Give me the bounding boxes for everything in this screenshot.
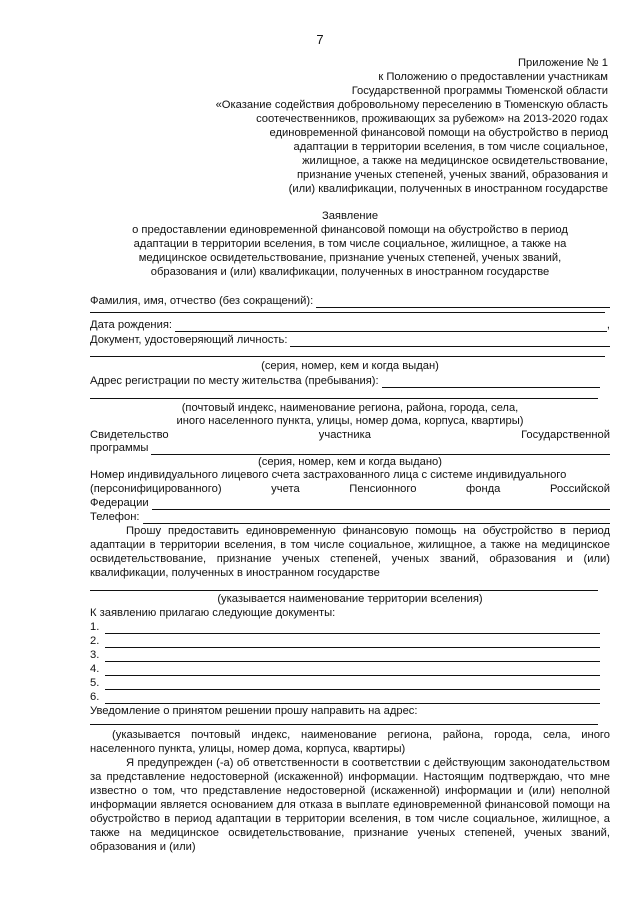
cert-word: Свидетельство — [90, 429, 169, 441]
doc-item-row — [90, 676, 600, 690]
birth-label: Дата рождения: — [90, 319, 173, 331]
docs-label-row — [90, 606, 610, 620]
fio-row — [90, 294, 610, 308]
doc-item-field[interactable] — [105, 692, 600, 704]
doc-item-row — [90, 648, 600, 662]
doc-number: 3. — [90, 649, 100, 661]
appendix-line: Приложение № 1 — [517, 57, 608, 69]
address-row — [90, 374, 600, 388]
doc-label: Документ, удостоверяющий личность: — [90, 334, 288, 346]
doc-item-row — [90, 662, 600, 676]
cert-caption: (серия, номер, кем и когда выдано) — [258, 456, 442, 468]
fio-label: Фамилия, имя, отчество (без сокращений): — [90, 295, 314, 307]
cert-word: Государственной — [521, 429, 610, 441]
doc-number: 5. — [90, 677, 100, 689]
snils-word: фонда — [466, 483, 501, 495]
doc-number: 1. — [90, 621, 100, 633]
doc-item-field[interactable] — [105, 622, 600, 634]
request-paragraph: Прошу предоставить единовременную финансовую помощь на обустройство в период адаптации в территории вселения, в том числе социальное, жилищное, а также на медицинское освидетельствование, признание ученых степеней, ученых званий, образования и (или) квалификации, полученных в иностранном государстве — [90, 525, 610, 579]
snils-row-2 — [90, 482, 610, 496]
snils-word: Российской — [550, 483, 610, 495]
cert-row — [90, 428, 610, 442]
title-heading: Заявление — [321, 210, 379, 222]
address-field[interactable] — [382, 376, 600, 388]
snils-word: Пенсионного — [349, 483, 417, 495]
page-number: 7 — [316, 32, 324, 47]
docs-label: К заявлению прилагаю следующие документы: — [90, 607, 336, 619]
snils-row-3 — [90, 496, 610, 510]
snils-label-3: Федерации — [90, 497, 149, 509]
appendix-line: соотечественников, проживающих за рубежом» на 2013-2020 годах — [256, 113, 608, 125]
fio-field-line-2[interactable] — [90, 312, 605, 313]
appendix-line: Государственной программы Тюменской области — [351, 85, 608, 97]
notify-caption: (указывается почтовый индекс, наименование региона, района, города, села, иного населенного пункта, улицы, номер дома, корпуса, квартиры) — [90, 729, 610, 755]
birth-field[interactable] — [175, 320, 607, 332]
doc-item-row — [90, 634, 600, 648]
doc-field-line-2[interactable] — [90, 356, 605, 357]
address-caption-2: иного населенного пункта, улицы, номер дома, корпуса, квартиры) — [176, 415, 524, 427]
appendix-line: жилищное, а также на медицинское освидетельствование, — [302, 155, 608, 167]
cert-word: участника — [318, 429, 371, 441]
snils-row-1 — [90, 468, 610, 482]
phone-label: Телефон: — [90, 511, 140, 523]
appendix-line: адаптации в территории вселения, в том числе социальное, — [293, 141, 608, 153]
doc-item-field[interactable] — [105, 636, 600, 648]
title-line: образования и (или) квалификации, полученных в иностранном государстве — [150, 266, 550, 278]
doc-item-field[interactable] — [105, 650, 600, 662]
doc-number: 2. — [90, 635, 100, 647]
cert-row-2 — [90, 441, 610, 455]
cert-field[interactable] — [151, 443, 610, 455]
phone-field[interactable] — [143, 512, 610, 524]
appendix-line: признание ученых степеней, ученых званий, образования и — [296, 169, 608, 181]
doc-item-row — [90, 690, 600, 704]
doc-number: 6. — [90, 691, 100, 703]
fio-field[interactable] — [316, 296, 610, 308]
snils-line-1: Номер индивидуального лицевого счета застрахованного лица с системе индивидуального — [90, 469, 567, 481]
appendix-line: (или) квалификации, полученных в иностранном государстве — [288, 183, 608, 195]
snils-field[interactable] — [152, 498, 610, 510]
doc-item-field[interactable] — [105, 678, 600, 690]
territory-caption: (указывается наименование территории вселения) — [217, 593, 483, 605]
warning-paragraph: Я предупрежден (-а) об ответственности в соответствии с действующим законодательством за представление недостоверной (искаженной) информации. Настоящим подтверждаю, что мне известно о том, что представление недостоверной (искаженной) информации и (или) неполной информации является основанием для отказа в выплате единовременной финансовой помощи на обустройство в период адаптации в территории вселения, в том числе социальное, жилищное, а также на медицинское освидетельствование, признание ученых степеней, ученых званий, образования и (или) — [90, 757, 610, 853]
territory-field[interactable] — [90, 590, 598, 591]
doc-item-field[interactable] — [105, 664, 600, 676]
birth-end: , — [606, 319, 610, 331]
title-line: о предоставлении единовременной финансовой помощи на обустройство в период — [132, 224, 568, 236]
document-title — [90, 209, 610, 279]
doc-item-row — [90, 620, 600, 634]
title-line: медицинское освидетельствование, признание ученых степеней, ученых званий, — [138, 252, 562, 264]
cert-label-2: программы — [90, 442, 149, 454]
doc-field[interactable] — [290, 335, 610, 347]
doc-caption: (серия, номер, кем и когда выдан) — [261, 360, 439, 372]
address-field-line-2[interactable] — [90, 398, 598, 399]
appendix-line: единовременной финансовой помощи на обустройство в период — [269, 127, 608, 139]
notify-label-row — [90, 704, 610, 718]
address-caption-1: (почтовый индекс, наименование региона, района, города, села, — [181, 402, 519, 414]
notify-field[interactable] — [90, 724, 598, 725]
appendix-header — [128, 56, 608, 196]
birth-row — [90, 318, 610, 332]
snils-word: (персонифицированного) — [90, 483, 222, 495]
phone-row — [90, 510, 610, 524]
doc-row — [90, 333, 610, 347]
doc-number: 4. — [90, 663, 100, 675]
notify-label: Уведомление о принятом решении прошу направить на адрес: — [90, 705, 418, 717]
appendix-line: «Оказание содействия добровольному переселению в Тюменскую область — [215, 99, 608, 111]
title-line: адаптации в территории вселения, в том числе социальное, жилищное, а также на — [133, 238, 567, 250]
appendix-line: к Положению о предоставлении участникам — [378, 71, 608, 83]
address-label: Адрес регистрации по месту жительства (пребывания): — [90, 375, 379, 387]
snils-word: учета — [271, 483, 300, 495]
